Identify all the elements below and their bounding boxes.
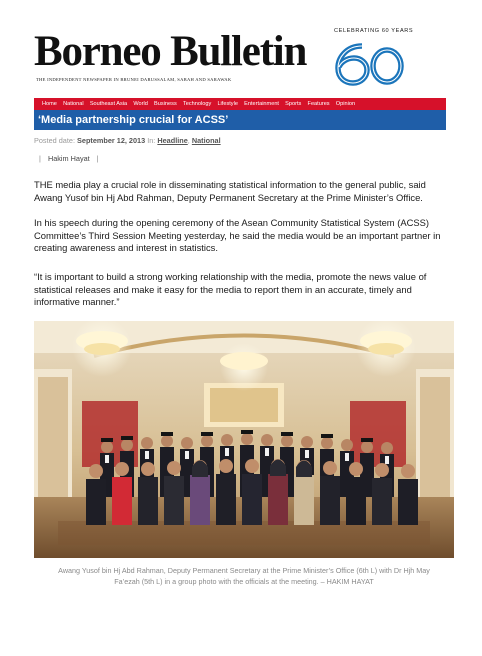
nav-item-world[interactable]: World — [133, 101, 148, 107]
main-nav — [34, 98, 446, 110]
group-photo — [34, 321, 454, 558]
photo-caption-line-2: Fa’ezah (5th L) in a group photo with the officials at the meeting. – HAKIM HAYAT — [114, 577, 374, 586]
headline-bar — [34, 110, 446, 130]
site-logo-title[interactable]: Borneo Bulletin — [34, 28, 307, 75]
article-headline: ‘Media partnership crucial for ACSS’ — [38, 114, 229, 126]
nav-item-southeast-asia[interactable]: Southeast Asia — [89, 101, 128, 107]
category-link-national[interactable]: National — [191, 136, 221, 145]
author-name: Hakim Hayat — [47, 154, 90, 163]
category-link-headline[interactable]: Headline — [157, 136, 188, 145]
post-meta — [34, 136, 221, 145]
byline — [34, 154, 104, 163]
nav-item-sports[interactable]: Sports — [285, 101, 302, 107]
anniversary-60-logo — [332, 40, 410, 86]
category-separator: , — [187, 136, 190, 145]
nav-item-features[interactable]: Features — [307, 101, 330, 107]
byline-separator-right: | — [96, 154, 99, 163]
posted-date-label: Posted date: — [34, 136, 75, 145]
article-paragraph-3: “It is important to build a strong working relationship with the media, promote the news value of statistical releases and make it easy for the media to report them in an accurate, timely and informative manner.” — [34, 271, 427, 308]
masthead — [34, 28, 454, 98]
chandelier-center — [220, 343, 268, 391]
nav-item-business[interactable]: Business — [154, 101, 177, 107]
photo-caption-line-1: Awang Yusof bin Hj Abd Rahman, Deputy Permanent Secretary at the Prime Minister’s Office (6th L) with Dr Hjh May — [58, 566, 430, 575]
nav-item-home[interactable]: Home — [42, 101, 57, 107]
nav-item-opinion[interactable]: Opinion — [335, 101, 356, 107]
photo-caption — [34, 565, 454, 587]
nav-item-lifestyle[interactable]: Lifestyle — [217, 101, 238, 107]
in-label: In: — [147, 136, 156, 145]
nav-item-technology[interactable]: Technology — [182, 101, 212, 107]
posted-date: September 12, 2013 — [77, 136, 146, 145]
article-paragraph-1: THE media play a crucial role in disseminating statistical information to the general public, said Awang Yusof bin Hj Abd Rahman, Deputy Permanent Secretary at the Prime Minister’s Office. — [34, 179, 426, 203]
article-paragraph-2: In his speech during the opening ceremony of the Asean Community Statistical System (ACSS) Committee’s Third Session Meeting yesterday, he said the media would be an important partner in creating awareness and interest in statistics. — [34, 217, 441, 254]
celebrating-label: CELEBRATING 60 YEARS — [334, 28, 414, 34]
nav-item-national[interactable]: National — [63, 101, 84, 107]
byline-separator-left: | — [39, 154, 41, 163]
nav-item-entertainment[interactable]: Entertainment — [244, 101, 279, 107]
site-tagline: THE INDEPENDENT NEWSPAPER IN BRUNEI DARUSSALAM, SABAH AND SARAWAK — [36, 77, 232, 82]
